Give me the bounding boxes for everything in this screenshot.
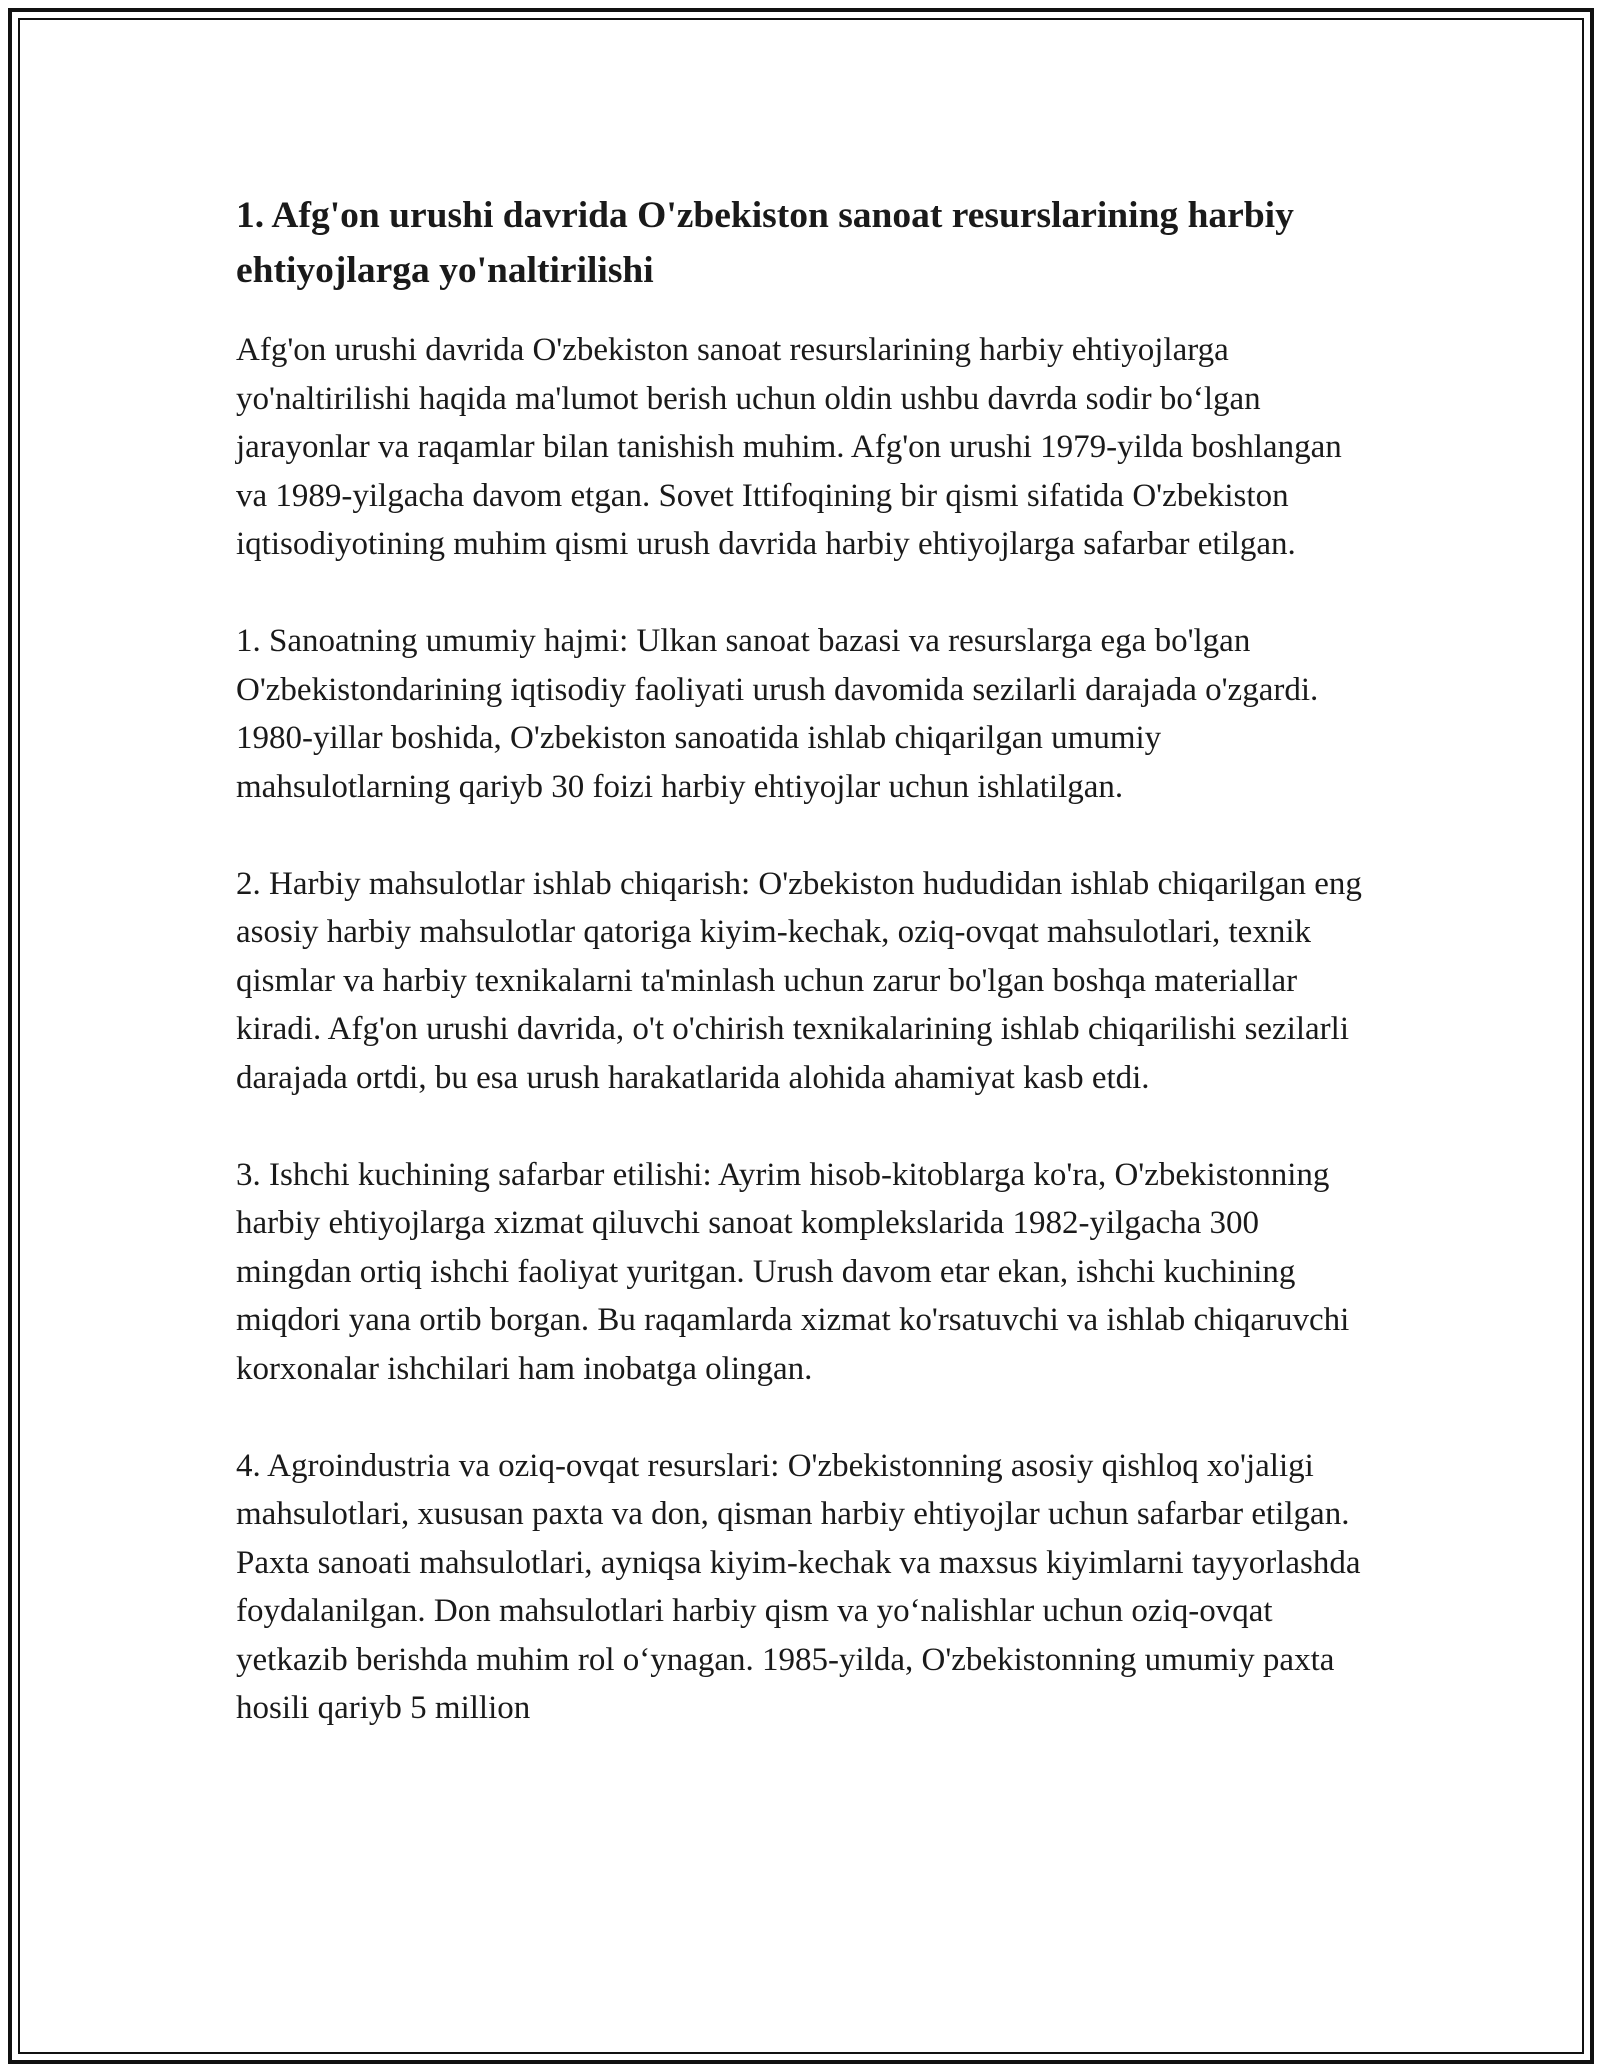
paragraph-industry-volume: 1. Sanoatning umumiy hajmi: Ulkan sanoat bazasi va resurslarga ega bo'lgan O'zbekistondarining iqtisodiy faoliyati urush davomida sezilarli darajada o'zgardi. 1980-yillar boshida, O'zbekiston sanoatida ishlab chiqarilgan umumiy mahsulotlarning qariyb 30 foizi harbiy ehtiyojlar uchun ishlatilgan. [236, 623, 1319, 805]
paragraph-workforce: 3. Ishchi kuchining safarbar etilishi: Ayrim hisob-kitoblarga ko'ra, O'zbekistonning harbiy ehtiyojlarga xizmat qiluvchi sanoat komplekslarida 1982-yilgacha 300 mingdan ortiq ishchi faoliyat yuritgan. Urush davom etar ekan, ishchi kuchining miqdori yana ortib borgan. Bu raqamlarda xizmat ko'rsatuvchi va ishlab chiqaruvchi korxonalar ishchilari ham inobatga olingan. [236, 1156, 1350, 1387]
paragraph-intro: Afg'on urushi davrida O'zbekiston sanoat resurslarining harbiy ehtiyojlarga yo'naltirilishi haqida ma'lumot berish uchun oldin ushbu davrda sodir bo‘lgan jarayonlar va raqamlar bilan tanishish muhim. Afg'on urushi 1979-yilda boshlangan va 1989-yilgacha davom etgan. Sovet Ittifoqining bir qismi sifatida O'zbekiston iqtisodiyotining muhim qismi urush davrida harbiy ehtiyojlarga safarbar etilgan. [236, 332, 1342, 562]
paragraph-military-production: 2. Harbiy mahsulotlar ishlab chiqarish: O'zbekiston hududidan ishlab chiqarilgan eng asosiy harbiy mahsulotlar qatoriga kiyim-kechak, oziq-ovqat mahsulotlari, texnik qismlar va harbiy texnikalarni ta'minlash uchun zarur bo'lgan boshqa materiallar kiradi. Afg'on urushi davrida, o't o'chirish texnikalarining ishlab chiqarilishi sezilarli darajada ortdi, bu esa urush harakatlarida alohida ahamiyat kasb etdi. [236, 865, 1362, 1096]
document-body [236, 188, 1376, 1733]
page-title: 1. Afg'on urushi davrida O'zbekiston sanoat resurslarining harbiy ehtiyojlarga yo'naltirilishi [236, 195, 1294, 291]
paragraph-agroindustry: 4. Agroindustria va oziq-ovqat resurslari: O'zbekistonning asosiy qishloq xo'jaligi mahsulotlari, xususan paxta va don, qisman harbiy ehtiyojlar uchun safarbar etilgan. Paxta sanoati mahsulotlari, ayniqsa kiyim-kechak va maxsus kiyimlarni tayyorlashda foydalanilgan. Don mahsulotlari harbiy qism va yo‘nalishlar uchun oziq-ovqat yetkazib berishda muhim rol o‘ynagan. 1985-yilda, O'zbekistonning umumiy paxta hosili qariyb 5 million [236, 1447, 1361, 1726]
